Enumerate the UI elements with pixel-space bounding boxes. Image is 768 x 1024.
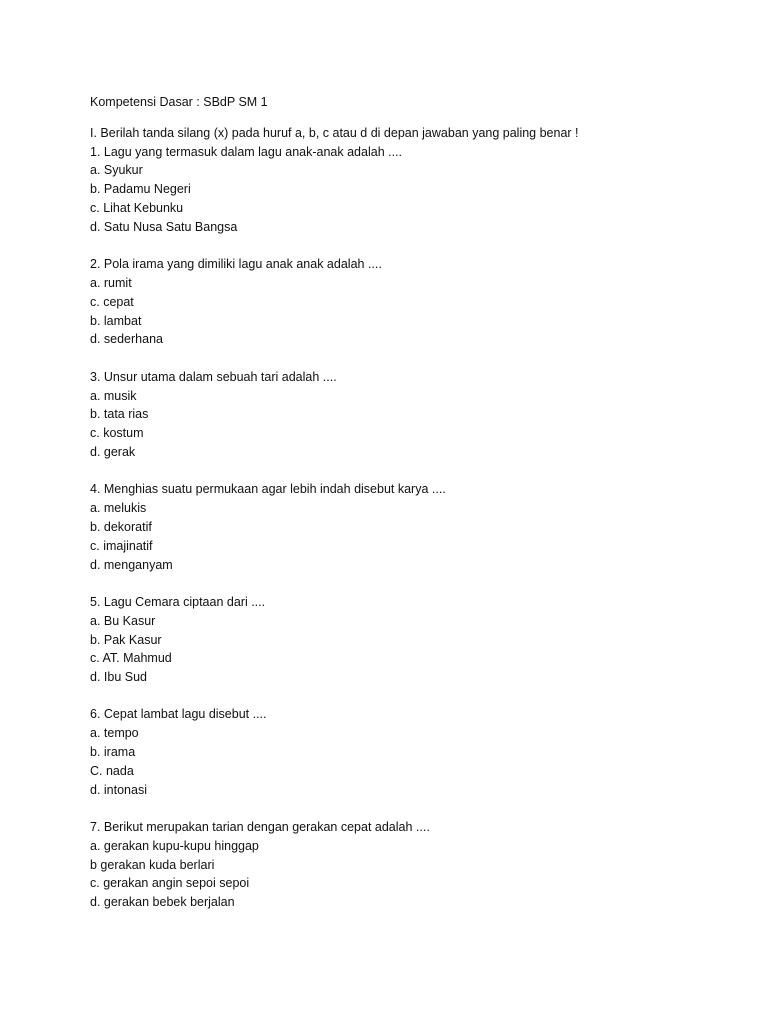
option-d: d. intonasi bbox=[90, 782, 147, 797]
question-5 bbox=[90, 593, 730, 687]
option-a: a. Bu Kasur bbox=[90, 613, 156, 628]
option-b: b. tata rias bbox=[90, 407, 149, 422]
question-6 bbox=[90, 705, 730, 799]
spacer bbox=[90, 112, 730, 124]
option-c: c. AT. Mahmud bbox=[90, 651, 172, 666]
option-d: d. gerak bbox=[90, 444, 136, 459]
option-a: a. rumit bbox=[90, 275, 132, 290]
option-b: b. Pak Kasur bbox=[90, 632, 162, 647]
question-3 bbox=[90, 368, 730, 462]
option-c: c. kostum bbox=[90, 426, 144, 441]
option-d: d. Ibu Sud bbox=[90, 670, 147, 685]
option-c: C. nada bbox=[90, 763, 134, 778]
option-b: b. lambat bbox=[90, 313, 142, 328]
option-c: c. Lihat Kebunku bbox=[90, 200, 184, 215]
document-title: Kompetensi Dasar : SBdP SM 1 bbox=[90, 95, 268, 109]
instruction-text: I. Berilah tanda silang (x) pada huruf a, b, c atau d di depan jawaban yang paling benar ! bbox=[90, 125, 579, 140]
option-b: b gerakan kuda berlari bbox=[90, 857, 215, 872]
option-c: c. imajinatif bbox=[90, 538, 153, 553]
option-b: b. dekoratif bbox=[90, 519, 152, 534]
option-b: b. irama bbox=[90, 745, 136, 760]
option-b: b. Padamu Negeri bbox=[90, 182, 191, 197]
question-text: 1. Lagu yang termasuk dalam lagu anak-anak adalah .... bbox=[90, 144, 403, 159]
question-text: 6. Cepat lambat lagu disebut .... bbox=[90, 707, 267, 722]
question-text: 3. Unsur utama dalam sebuah tari adalah .... bbox=[90, 369, 337, 384]
question-text: 5. Lagu Cemara ciptaan dari .... bbox=[90, 594, 266, 609]
question-text: 7. Berikut merupakan tarian dengan gerakan cepat adalah .... bbox=[90, 820, 430, 835]
option-a: a. melukis bbox=[90, 501, 147, 516]
option-d: d. sederhana bbox=[90, 332, 163, 347]
question-2 bbox=[90, 255, 730, 349]
question-text: 4. Menghias suatu permukaan agar lebih indah disebut karya .... bbox=[90, 482, 446, 497]
question-text: 2. Pola irama yang dimiliki lagu anak anak adalah .... bbox=[90, 257, 382, 272]
option-d: d. Satu Nusa Satu Bangsa bbox=[90, 219, 238, 234]
question-1 bbox=[90, 143, 730, 237]
option-a: a. gerakan kupu-kupu hinggap bbox=[90, 838, 259, 853]
question-7 bbox=[90, 818, 730, 912]
question-4 bbox=[90, 480, 730, 574]
option-a: a. musik bbox=[90, 388, 137, 403]
document-page bbox=[90, 93, 730, 931]
option-a: a. Syukur bbox=[90, 163, 143, 178]
option-d: d. gerakan bebek berjalan bbox=[90, 895, 235, 910]
option-c: c. cepat bbox=[90, 294, 134, 309]
option-d: d. menganyam bbox=[90, 557, 173, 572]
option-c: c. gerakan angin sepoi sepoi bbox=[90, 876, 250, 891]
option-a: a. tempo bbox=[90, 726, 139, 741]
